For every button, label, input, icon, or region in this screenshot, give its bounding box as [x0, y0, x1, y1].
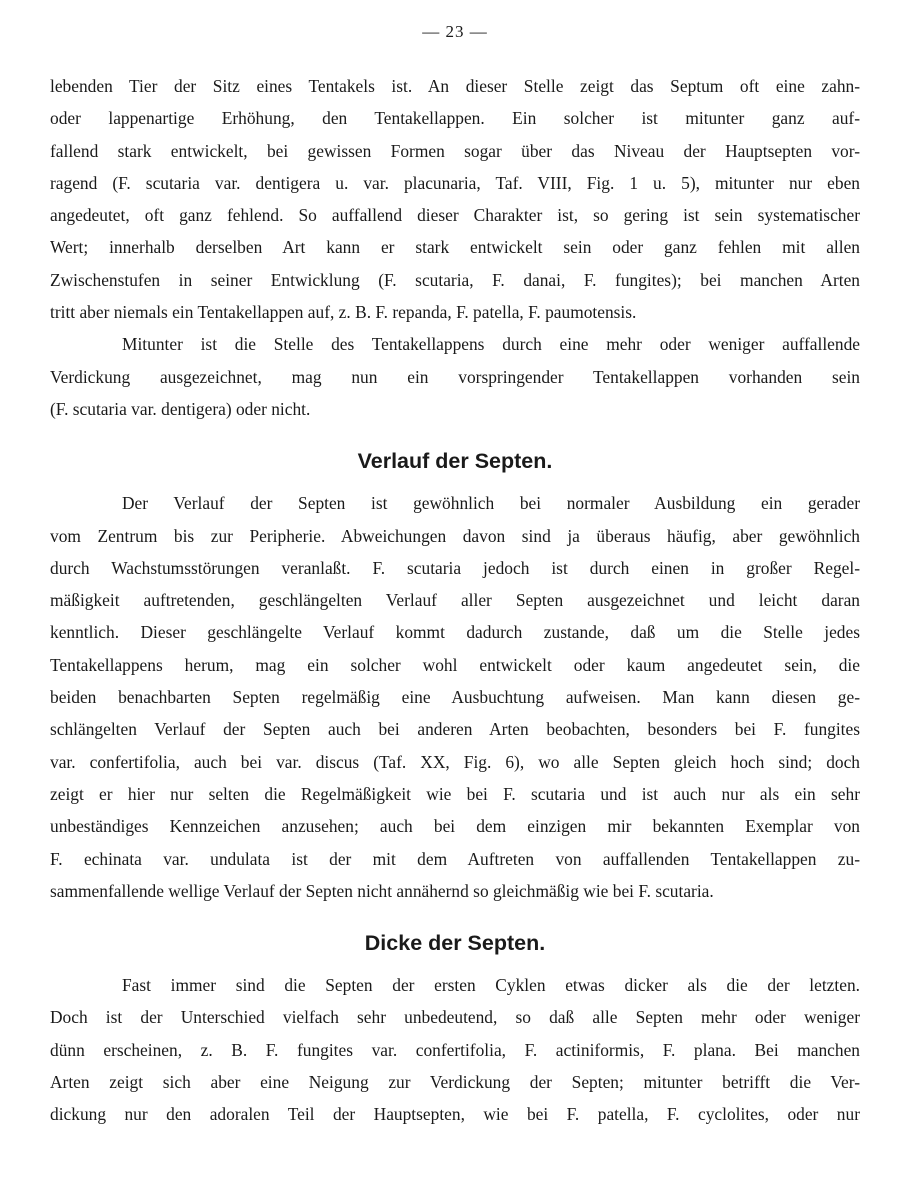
text-line: Der Verlauf der Septen ist gewöhnlich bei normaler Ausbildung ein gerader	[122, 493, 860, 514]
section-heading-verlauf: Verlauf der Septen.	[357, 449, 553, 474]
paragraph-2	[50, 328, 860, 425]
section-heading-dicke: Dicke der Septen.	[364, 931, 546, 956]
text-line: Arten zeigt sich aber eine Neigung zur Verdickung der Septen; mitunter betrifft die Ver-	[50, 1072, 860, 1093]
text-line: zeigt er hier nur selten die Regelmäßigkeit wie bei F. scutaria und ist auch nur als ein sehr	[50, 783, 860, 804]
text-line: Zwischenstufen in seiner Entwicklung (F. scutaria, F. danai, F. fungites); bei manchen Arten	[50, 269, 860, 290]
text-line: Tentakellappens herum, mag ein solcher wohl entwickelt oder kaum angedeutet sein, die	[50, 654, 860, 675]
text-line: lebenden Tier der Sitz eines Tentakels ist. An dieser Stelle zeigt das Septum oft eine zahn-	[50, 76, 860, 96]
text-line: schlängelten Verlauf der Septen auch bei anderen Arten beobachten, besonders bei F. fungites	[50, 719, 860, 740]
text-line: oder lappenartige Erhöhung, den Tentakellappen. Ein solcher ist mitunter ganz auf-	[50, 108, 860, 129]
paragraph-1	[50, 70, 860, 328]
text-line: Doch ist der Unterschied vielfach sehr unbedeutend, so daß alle Septen mehr oder weniger	[50, 1007, 860, 1028]
text-line: (F. scutaria var. dentigera) oder nicht.	[50, 398, 311, 419]
paragraph-4	[50, 969, 860, 1130]
text-line: mäßigkeit auftretenden, geschlängelten Verlauf aller Septen ausgezeichnet und leicht daran	[50, 590, 860, 611]
text-line: angedeutet, oft ganz fehlend. So auffallend dieser Charakter ist, so gering ist sein systematischer	[50, 205, 860, 226]
text-line: dickung nur den adoralen Teil der Hauptsepten, wie bei F. patella, F. cyclolites, oder nur	[50, 1104, 860, 1125]
body-text	[50, 70, 860, 1131]
text-line: kenntlich. Dieser geschlängelte Verlauf kommt dadurch zustande, daß um die Stelle jedes	[50, 622, 860, 643]
paragraph-3	[50, 487, 860, 907]
text-line: var. confertifolia, auch bei var. discus (Taf. XX, Fig. 6), wo alle Septen gleich hoch sind; doch	[50, 751, 860, 772]
text-line: ragend (F. scutaria var. dentigera u. var. placunaria, Taf. VIII, Fig. 1 u. 5), mitunter nur eben	[50, 172, 860, 193]
text-line: beiden benachbarten Septen regelmäßig eine Ausbuchtung aufweisen. Man kann diesen ge-	[50, 687, 860, 708]
text-line: Verdickung ausgezeichnet, mag nun ein vorspringender Tentakellappen vorhanden sein	[50, 366, 860, 387]
text-line: Wert; innerhalb derselben Art kann er stark entwickelt sein oder ganz fehlen mit allen	[50, 237, 860, 258]
text-line: dünn erscheinen, z. B. F. fungites var. confertifolia, F. actiniformis, F. plana. Bei manchen	[50, 1039, 860, 1060]
text-line: sammenfallende wellige Verlauf der Septen nicht annähernd so gleichmäßig wie bei F. scutaria.	[50, 880, 714, 901]
text-line: vom Zentrum bis zur Peripherie. Abweichungen davon sind ja überaus häufig, aber gewöhnlich	[50, 525, 860, 546]
text-line: durch Wachstumsstörungen veranlaßt. F. scutaria jedoch ist durch einen in großer Regel-	[50, 557, 860, 578]
text-line: Mitunter ist die Stelle des Tentakellappens durch eine mehr oder weniger auffallende	[122, 334, 860, 355]
text-line: Fast immer sind die Septen der ersten Cyklen etwas dicker als die der letzten.	[122, 975, 860, 996]
text-line: fallend stark entwickelt, bei gewissen Formen sogar über das Niveau der Hauptsepten vor-	[50, 140, 860, 161]
text-line: unbeständiges Kennzeichen anzusehen; auch bei dem einzigen mir bekannten Exemplar von	[50, 816, 860, 837]
page-number: — 23 —	[422, 22, 488, 41]
text-line: F. echinata var. undulata ist der mit dem Auftreten von auffallenden Tentakellappen zu-	[50, 848, 860, 869]
text-line: tritt aber niemals ein Tentakellappen auf, z. B. F. repanda, F. patella, F. paumotensis.	[50, 302, 637, 323]
